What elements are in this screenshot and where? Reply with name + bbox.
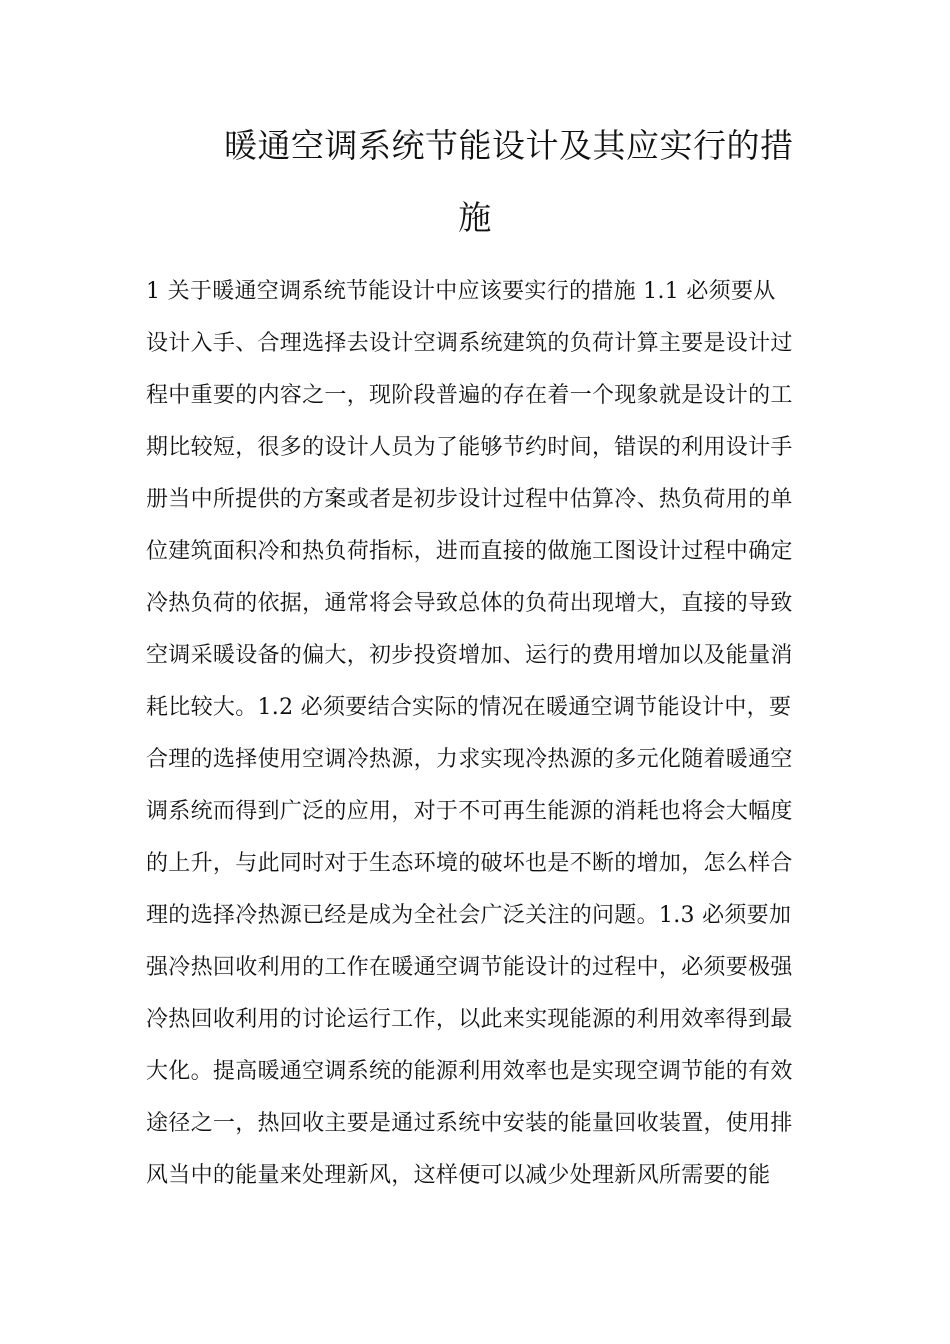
paragraph-line: 空调采暖设备的偏大，初步投资增加、运行的费用增加以及能量消 [146,643,793,668]
paragraph-line: 1 关于暖通空调系统节能设计中应该要实行的措施 1.1 必须要从 [146,279,776,304]
paragraph-line: 期比较短，很多的设计人员为了能够节约时间，错误的利用设计手 [146,435,793,460]
paragraph-line: 耗比较大。1.2 必须要结合实际的情况在暖通空调节能设计中，要 [146,695,792,720]
document-title-line-1: 暖通空调系统节能设计及其应实行的措 [224,126,794,165]
paragraph-line: 位建筑面积冷和热负荷指标，进而直接的做施工图设计过程中确定 [146,539,793,564]
paragraph-line: 册当中所提供的方案或者是初步设计过程中估算冷、热负荷用的单 [146,487,793,512]
paragraph-line: 设计入手、合理选择去设计空调系统建筑的负荷计算主要是设计过 [146,331,793,356]
paragraph-line: 途径之一，热回收主要是通过系统中安装的能量回收装置，使用排 [146,1111,793,1136]
paragraph-line: 风当中的能量来处理新风，这样便可以减少处理新风所需要的能 [146,1163,771,1188]
paragraph-line: 冷热负荷的依据，通常将会导致总体的负荷出现增大，直接的导致 [146,591,793,616]
paragraph-line: 冷热回收利用的讨论运行工作，以此来实现能源的利用效率得到最 [146,1007,793,1032]
paragraph-line: 调系统而得到广泛的应用，对于不可再生能源的消耗也将会大幅度 [146,799,793,824]
paragraph-line: 大化。提高暖通空调系统的能源利用效率也是实现空调节能的有效 [146,1059,793,1084]
paragraph-line: 合理的选择使用空调冷热源，力求实现冷热源的多元化随着暖通空 [146,747,793,772]
document-title-line-2: 施 [458,198,492,237]
paragraph-line: 强冷热回收利用的工作在暖通空调节能设计的过程中，必须要极强 [146,955,793,980]
paragraph-line: 的上升，与此同时对于生态环境的破坏也是不断的增加，怎么样合 [146,851,793,876]
paragraph-line: 理的选择冷热源已经是成为全社会广泛关注的问题。1.3 必须要加 [146,903,792,928]
paragraph-line: 程中重要的内容之一，现阶段普遍的存在着一个现象就是设计的工 [146,383,793,408]
